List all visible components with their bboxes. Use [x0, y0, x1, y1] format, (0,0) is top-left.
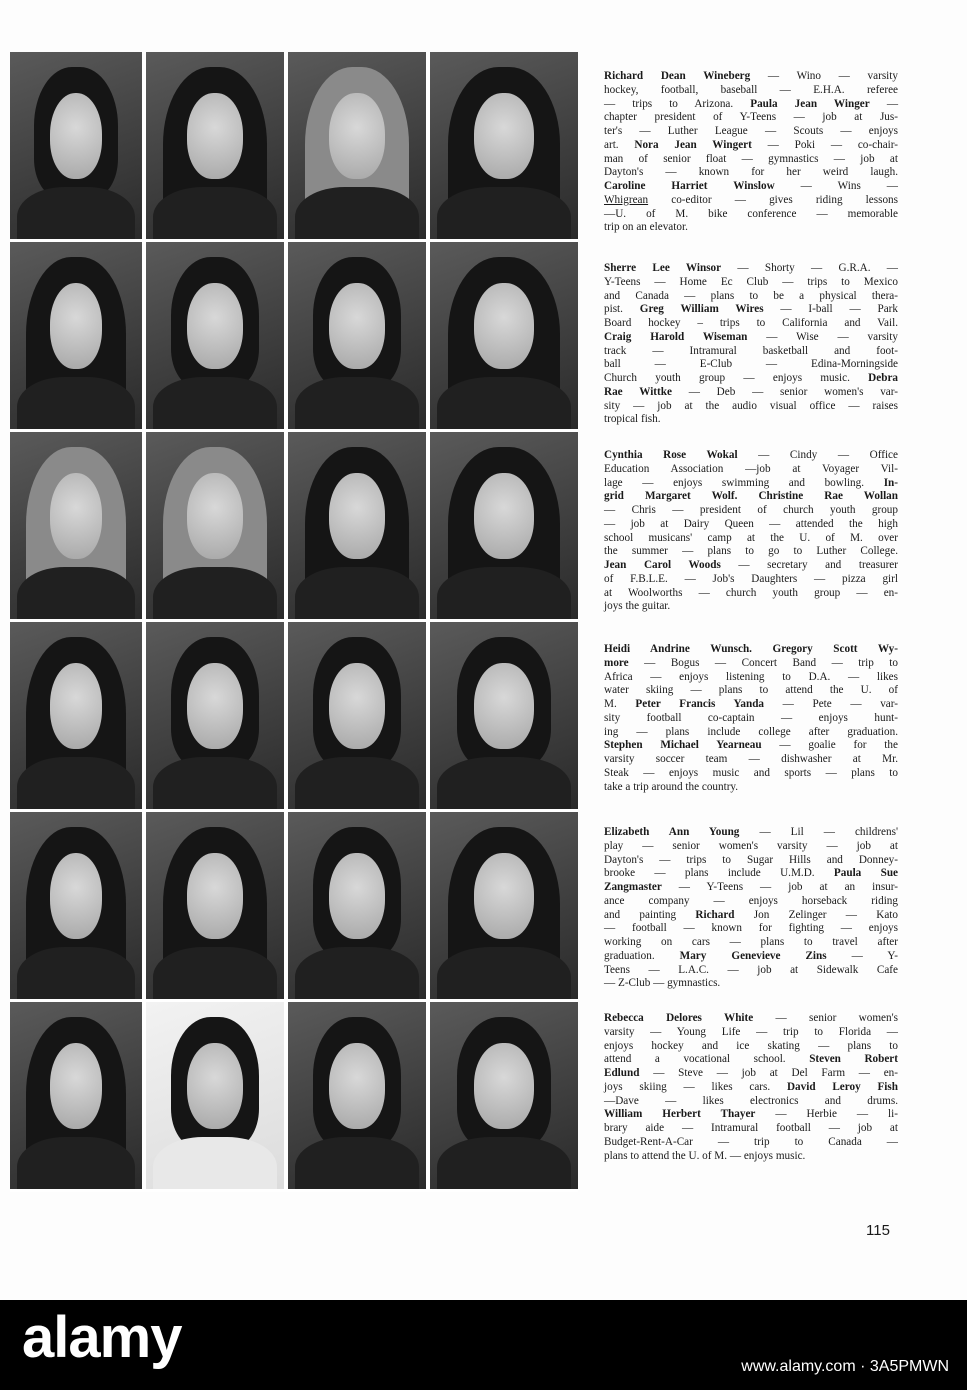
student-name: Zangmaster	[604, 881, 662, 893]
text-segment: trip on an elevator.	[604, 221, 688, 234]
text-segment: joys the guitar.	[604, 600, 671, 613]
text-segment: — Cindy — Office	[737, 449, 898, 461]
student-name: Elizabeth Ann Young	[604, 826, 740, 838]
text-segment: play — senior women's varsity — job at	[604, 839, 898, 852]
student-portrait	[10, 1002, 142, 1189]
student-name: Nora Jean Wingert	[634, 138, 752, 151]
text-segment: pist.	[604, 303, 640, 316]
text-segment: Church youth group — enjoys music.	[604, 372, 869, 384]
text-line	[604, 964, 898, 978]
text-segment: art.	[604, 138, 635, 151]
text-line	[604, 1081, 898, 1095]
text-segment: — Y-Teens — job at an insur-	[661, 881, 898, 893]
text-segment: — Chris — president of church youth group	[604, 504, 898, 516]
text-line	[604, 684, 898, 698]
student-portrait	[146, 622, 284, 809]
text-segment: ing — plans include college after graduation.	[604, 725, 898, 738]
text-segment: — trips to Arizona.	[604, 97, 751, 110]
text-line	[604, 826, 898, 840]
alamy-logo: alamy	[22, 1305, 182, 1370]
text-line	[604, 1053, 898, 1067]
text-line	[604, 936, 898, 950]
text-segment: — Z-Club — gymnastics.	[604, 977, 721, 990]
text-line	[604, 194, 898, 208]
text-line	[604, 643, 898, 657]
text-segment: Education Association —job at Voyager Vil-	[604, 462, 898, 475]
student-name: Jean Carol Woods	[604, 559, 721, 571]
student-name: In-	[883, 476, 898, 489]
text-segment: Dayton's — trips to Sugar Hills and Donney-	[604, 853, 898, 866]
student-portrait	[430, 812, 578, 999]
student-name: Paula Sue	[833, 867, 899, 880]
student-name: Sherre Lee Winsor	[604, 262, 722, 274]
student-portrait	[10, 242, 142, 429]
student-name: William Herbert Thayer	[604, 1108, 756, 1121]
biography-block	[604, 826, 898, 991]
text-segment: — Wins —	[774, 180, 898, 192]
student-portrait	[288, 242, 426, 429]
text-line	[604, 1122, 898, 1136]
watermark-footer: www.alamy.com · 3A5PMWN	[741, 1358, 949, 1375]
text-line	[604, 977, 898, 991]
text-segment: — Pete — var-	[764, 698, 898, 710]
text-segment: and painting	[604, 908, 696, 921]
text-segment: Dayton's — known for her weird laugh.	[604, 166, 898, 179]
text-segment: — Y-	[826, 949, 898, 962]
text-line	[604, 317, 898, 331]
student-name: David Leroy Fish	[786, 1080, 898, 1093]
text-segment: varsity — Young Life — trip to Florida —	[604, 1025, 898, 1038]
text-segment: ball — E-Club — Edina-Morningside	[604, 358, 898, 371]
text-line	[604, 358, 898, 372]
text-line	[604, 1012, 898, 1026]
text-segment: joys skiing — likes cars.	[604, 1080, 787, 1093]
text-line	[604, 125, 898, 139]
text-segment: hockey, football, baseball — E.H.A. referee	[604, 83, 898, 96]
text-segment: enjoys hockey and ice skating — plans to	[604, 1039, 898, 1052]
text-segment: — secretary and treasurer	[720, 559, 898, 571]
text-line	[604, 854, 898, 868]
text-line	[604, 331, 898, 345]
student-portrait	[146, 812, 284, 999]
text-line	[604, 671, 898, 685]
text-segment: — Lil — childrens'	[739, 826, 898, 838]
text-line	[604, 463, 898, 477]
text-segment: graduation.	[604, 949, 680, 962]
text-segment: tropical fish.	[604, 413, 661, 426]
text-segment: plans to attend the U. of M. — enjoys music.	[604, 1149, 806, 1162]
text-segment: — Bogus — Concert Band — trip to	[628, 656, 898, 669]
biography-block	[604, 643, 898, 794]
text-segment: attend a vocational school.	[604, 1053, 810, 1066]
text-segment: — Wise — varsity	[747, 330, 898, 343]
text-segment: varsity soccer team — dishwasher at Mr.	[604, 753, 898, 765]
text-line	[604, 545, 898, 559]
student-name: more	[604, 656, 629, 669]
biography-block	[604, 449, 898, 614]
student-name: Rebecca Delores White	[604, 1012, 754, 1024]
text-line	[604, 477, 898, 491]
student-portrait	[430, 52, 578, 239]
text-line	[604, 139, 898, 153]
student-name: Caroline Harriet Winslow	[604, 180, 775, 192]
student-name: Craig Harold Wiseman	[604, 330, 748, 343]
text-line	[604, 573, 898, 587]
text-line	[604, 1067, 898, 1081]
text-line	[604, 1095, 898, 1109]
watermark-bar	[0, 1300, 967, 1390]
text-line	[604, 84, 898, 98]
student-name: Greg William Wires	[639, 303, 764, 316]
text-line	[604, 1108, 898, 1122]
text-segment: sity — job at the audio visual office — raises	[604, 399, 898, 412]
text-line	[604, 70, 898, 84]
text-line	[604, 276, 898, 290]
text-line	[604, 345, 898, 359]
text-segment: water skiing — plans to attend the U. of	[604, 684, 898, 697]
text-line	[604, 400, 898, 414]
text-segment: — job at Dairy Queen — attended the high	[604, 517, 898, 530]
text-segment: — Deb — senior women's var-	[671, 385, 898, 398]
text-line	[604, 98, 898, 112]
text-segment: Whigrean	[604, 193, 649, 206]
biography-block	[604, 262, 898, 427]
text-segment: —	[869, 97, 898, 110]
text-segment: Steak — enjoys music and sports — plans to	[604, 766, 898, 779]
text-line	[604, 767, 898, 781]
text-line	[604, 712, 898, 726]
student-portrait	[288, 812, 426, 999]
text-line	[604, 153, 898, 167]
student-name: grid Margaret Wolf. Christine Rae Wollan	[604, 490, 898, 503]
text-segment: at Woolworths — church youth group — en-	[604, 586, 898, 599]
text-line	[604, 532, 898, 546]
text-segment: lage — enjoys swimming and bowling.	[604, 476, 884, 489]
text-segment: — football — known for fighting — enjoys	[604, 922, 898, 935]
text-segment: — Wino — varsity	[750, 70, 898, 82]
text-line	[604, 1150, 898, 1164]
student-portrait	[430, 622, 578, 809]
text-segment: chapter president of Y-Teens — job at Jus-	[604, 111, 898, 124]
text-segment: take a trip around the country.	[604, 780, 739, 793]
text-line	[604, 600, 898, 614]
text-line	[604, 1040, 898, 1054]
student-name: Stephen Michael Yearneau	[604, 739, 762, 752]
text-line	[604, 895, 898, 909]
text-line	[604, 303, 898, 317]
biography-block	[604, 70, 898, 235]
text-line	[604, 290, 898, 304]
text-line	[604, 559, 898, 573]
text-line	[604, 698, 898, 712]
text-segment: of F.B.L.E. — Job's Daughters — pizza girl	[604, 572, 898, 585]
text-line	[604, 413, 898, 427]
text-segment: Teens — L.A.C. — job at Sidewalk Cafe	[604, 963, 898, 976]
student-portrait	[10, 52, 142, 239]
text-segment: —U. of M. bike conference — memorable	[604, 207, 898, 220]
student-portrait	[430, 242, 578, 429]
portrait-grid	[10, 52, 578, 1192]
text-segment: — Poki — co-chair-	[751, 138, 898, 151]
text-segment: school musicans' camp at the U. of M. over	[604, 531, 898, 544]
text-line	[604, 372, 898, 386]
text-segment: sity football co-captain — enjoys hunt-	[604, 711, 898, 724]
text-segment: M.	[604, 698, 636, 710]
text-line	[604, 221, 898, 235]
text-line	[604, 657, 898, 671]
student-portrait	[288, 52, 426, 239]
text-line	[604, 180, 898, 194]
student-portrait	[10, 432, 142, 619]
biography-block	[604, 1012, 898, 1163]
text-segment: — Herbie — li-	[755, 1108, 898, 1121]
text-segment: — Shorty — G.R.A. —	[721, 262, 898, 274]
student-name: Mary Genevieve Zins	[679, 949, 827, 962]
text-segment: Y-Teens — Home Ec Club — trips to Mexico	[604, 275, 898, 288]
text-segment: — goalie for the	[761, 739, 898, 752]
student-portrait	[10, 622, 142, 809]
text-line	[604, 166, 898, 180]
student-portrait	[430, 432, 578, 619]
text-segment: the summer — plans to go to Luther College.	[604, 545, 898, 558]
text-line	[604, 867, 898, 881]
student-name: Edlund	[604, 1067, 640, 1079]
student-portrait	[146, 52, 284, 239]
text-segment: brary aide — Intramural football — job at	[604, 1122, 898, 1134]
text-line	[604, 1136, 898, 1150]
text-segment: and Canada — plans to be a physical thera-	[604, 289, 898, 302]
student-portrait	[146, 242, 284, 429]
student-name: Paula Jean Winger	[750, 97, 870, 110]
text-line	[604, 208, 898, 222]
text-line	[604, 111, 898, 125]
student-portrait	[288, 622, 426, 809]
text-line	[604, 262, 898, 276]
text-line	[604, 840, 898, 854]
text-segment: — senior women's	[753, 1012, 898, 1024]
text-segment: Budget-Rent-A-Car — trip to Canada —	[604, 1135, 898, 1148]
text-segment: working on cars — plans to travel after	[604, 936, 898, 948]
student-portrait	[146, 1002, 284, 1189]
text-line	[604, 881, 898, 895]
text-line	[604, 739, 898, 753]
text-line	[604, 449, 898, 463]
student-name: Rae Wittke	[604, 385, 672, 398]
text-line	[604, 909, 898, 923]
text-line	[604, 490, 898, 504]
text-segment: co-editor — gives riding lessons	[648, 193, 898, 206]
text-segment: brooke — plans include U.M.D.	[604, 867, 834, 880]
student-name: Debra	[868, 372, 898, 384]
text-line	[604, 950, 898, 964]
text-line	[604, 518, 898, 532]
text-segment: Africa — enjoys listening to D.A. — likes	[604, 670, 898, 683]
text-segment: man of senior float — gymnastics — job at	[604, 152, 898, 165]
student-name: Richard	[695, 908, 735, 921]
text-segment: — Steve — job at Del Farm — en-	[639, 1067, 898, 1079]
text-segment: —Dave — likes electronics and drums.	[604, 1094, 898, 1107]
text-line	[604, 922, 898, 936]
student-name: Peter Francis Yanda	[635, 698, 765, 710]
student-portrait	[10, 812, 142, 999]
text-segment: ance company — enjoys horseback riding	[604, 894, 898, 907]
page-number: 115	[866, 1222, 890, 1239]
text-line	[604, 1026, 898, 1040]
text-line	[604, 504, 898, 518]
student-name: Steven Robert	[809, 1053, 899, 1066]
text-segment: Jon Zelinger — Kato	[734, 908, 898, 921]
text-segment: ter's — Luther League — Scouts — enjoys	[604, 125, 898, 137]
text-line	[604, 726, 898, 740]
student-portrait	[288, 1002, 426, 1189]
student-portrait	[288, 432, 426, 619]
student-name: Cynthia Rose Wokal	[604, 449, 738, 461]
text-line	[604, 587, 898, 601]
text-line	[604, 753, 898, 767]
student-name: Heidi Andrine Wunsch. Gregory Scott Wy-	[604, 643, 898, 655]
text-line	[604, 781, 898, 795]
text-segment: — I-ball — Park	[763, 303, 898, 316]
student-name: Richard Dean Wineberg	[604, 70, 751, 82]
student-portrait	[430, 1002, 578, 1189]
text-segment: Board hockey – trips to California and Vail.	[604, 317, 898, 329]
text-line	[604, 386, 898, 400]
text-segment: track — Intramural basketball and foot-	[604, 344, 898, 357]
student-portrait	[146, 432, 284, 619]
